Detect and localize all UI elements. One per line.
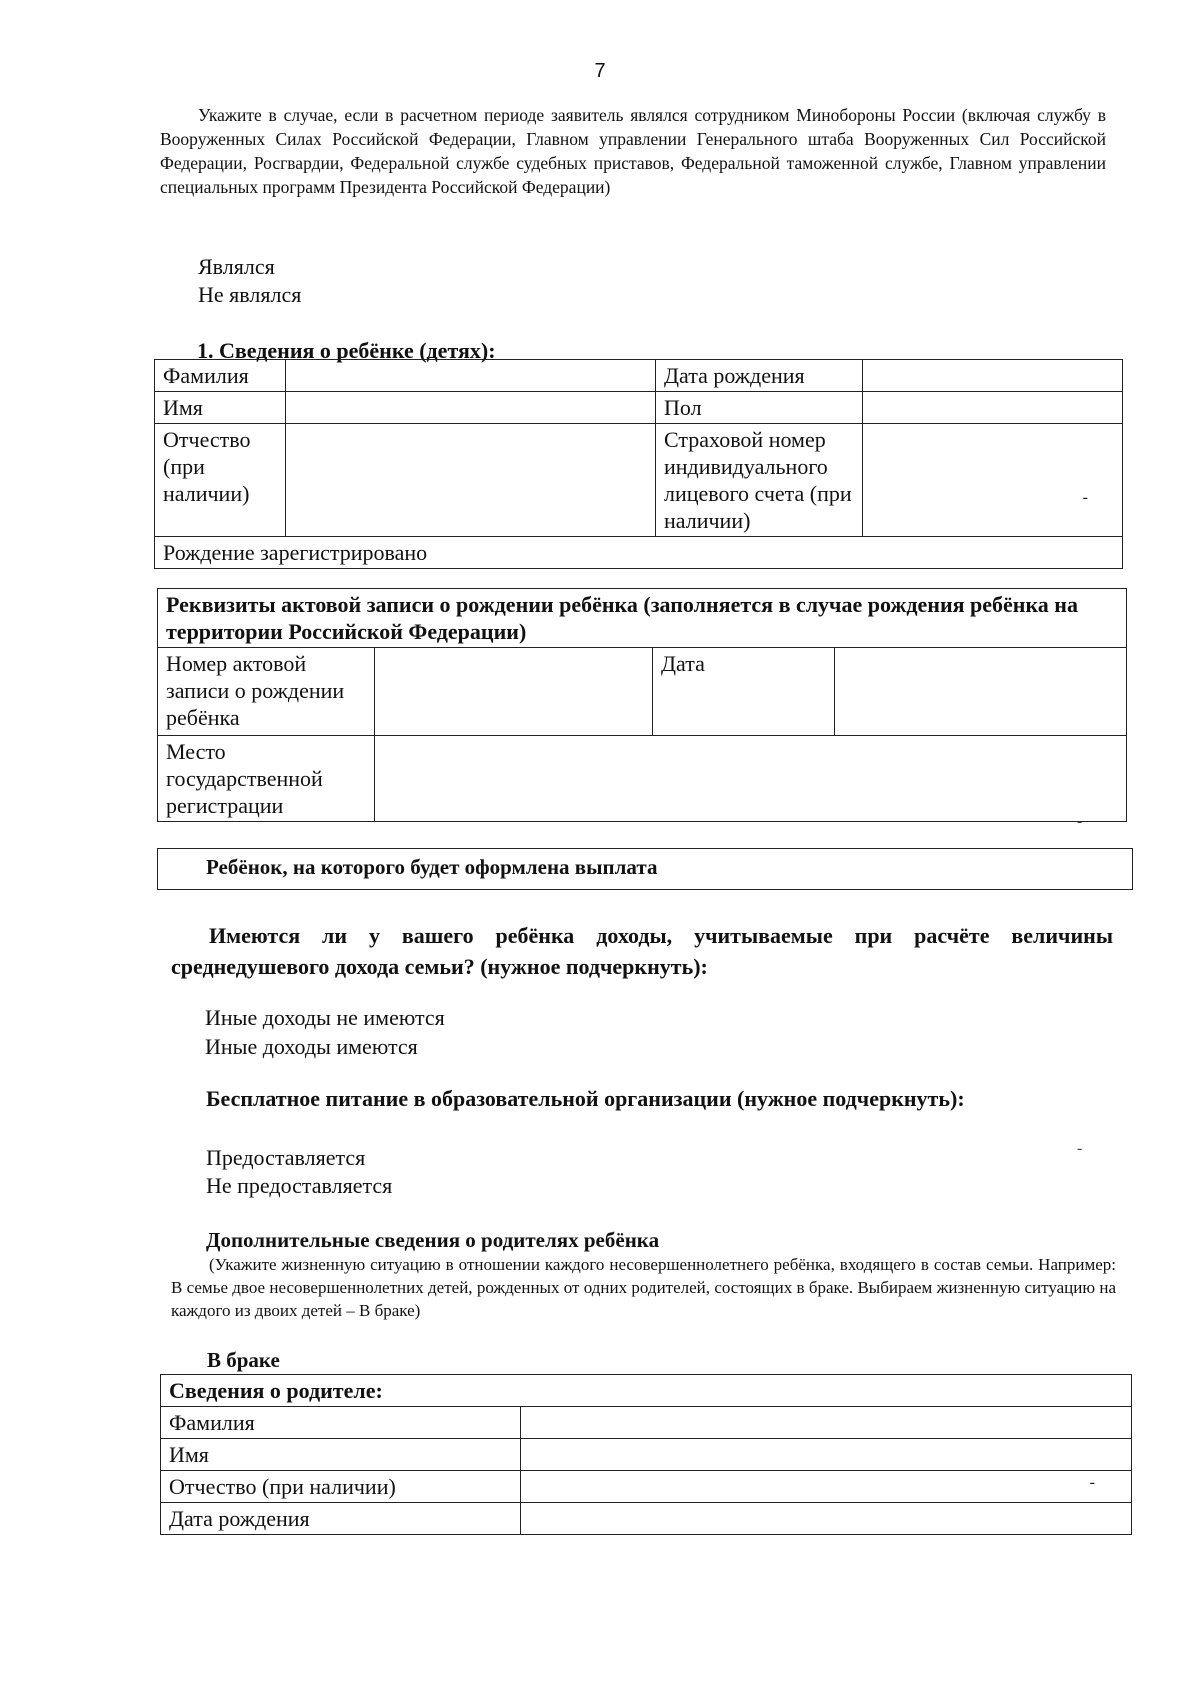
- dash-mark: -: [1077, 1140, 1083, 1157]
- birth-record-header: Реквизиты актовой записи о рождении ребёнка (заполняется в случае рождения ребёнка на территории Российской Федерации): [158, 589, 1127, 648]
- patronymic-field[interactable]: [286, 424, 656, 537]
- child-section-title: 1. Сведения о ребёнке (детях):: [197, 338, 496, 363]
- birth-registered-row[interactable]: Рождение зарегистрировано: [155, 537, 1123, 569]
- parents-section-title: Дополнительные сведения о родителях ребёнка: [206, 1228, 660, 1252]
- sex-field[interactable]: [863, 392, 1123, 424]
- page-number: 7: [594, 60, 606, 82]
- snils-label: Страховой номер индивидуального лицевого счета (при наличии): [656, 424, 863, 537]
- military-service-instruction: Укажите в случае, если в расчетном периоде заявитель являлся сотрудником Минобороны России (включая службу в Вооруженных Силах Российской Федерации, Главном управлении Генерального штаба Вооруженных Сил Российской Федерации, Росгвардии, Федеральной службе судебных приставов, Федеральной таможенной службе, Главном управлении специальных программ Президента Российской Федерации): [160, 105, 1106, 197]
- parents-section-note: (Укажите жизненную ситуацию в отношении каждого несовершеннолетнего ребёнка, входящего в состав семьи. Например: В семье двое несовершеннолетних детей, рожденных от одних родителей, состоящих в браке. Выбираем жизненную ситуацию на каждого из двоих детей – В браке): [171, 1255, 1116, 1320]
- option-was-not-employee[interactable]: Не являлся: [198, 282, 302, 307]
- parent-surname-label: Фамилия: [161, 1407, 521, 1439]
- birth-date-field[interactable]: [863, 360, 1123, 392]
- parent-info-table: [160, 1374, 1132, 1535]
- snils-field[interactable]: [863, 424, 1123, 537]
- dash-mark: -: [1077, 813, 1083, 830]
- registration-place-field[interactable]: [375, 736, 1127, 822]
- dash-mark: -: [1089, 1474, 1095, 1491]
- parent-name-label: Имя: [161, 1439, 521, 1471]
- option-was-employee[interactable]: Являлся: [198, 254, 275, 279]
- parent-surname-field[interactable]: [521, 1407, 1132, 1439]
- record-date-field[interactable]: [835, 648, 1127, 736]
- patronymic-label: Отчество (при наличии): [155, 424, 286, 537]
- parent-table-header: Сведения о родителе:: [161, 1375, 1132, 1407]
- sex-label: Пол: [656, 392, 863, 424]
- surname-field[interactable]: [286, 360, 656, 392]
- free-meals-question: Бесплатное питание в образовательной организации (нужное подчеркнуть):: [206, 1086, 965, 1111]
- record-date-label: Дата: [653, 648, 835, 736]
- parent-birth-date-field[interactable]: [521, 1503, 1132, 1535]
- payment-child-label: Ребёнок, на которого будет оформлена выплата: [158, 849, 1133, 890]
- option-meals-not-provided[interactable]: Не предоставляется: [206, 1173, 393, 1198]
- birth-date-label: Дата рождения: [656, 360, 863, 392]
- dash-mark: -: [1082, 489, 1088, 506]
- birth-record-table: [157, 588, 1127, 822]
- parent-patronymic-label: Отчество (при наличии): [161, 1471, 521, 1503]
- marital-status: В браке: [207, 1348, 280, 1372]
- parent-patronymic-field[interactable]: [521, 1471, 1132, 1503]
- parent-name-field[interactable]: [521, 1439, 1132, 1471]
- parent-birth-date-label: Дата рождения: [161, 1503, 521, 1535]
- payment-child-box: [157, 848, 1133, 890]
- option-no-income[interactable]: Иные доходы не имеются: [205, 1005, 445, 1030]
- name-field[interactable]: [286, 392, 656, 424]
- option-meals-provided[interactable]: Предоставляется: [206, 1145, 366, 1170]
- record-number-label: Номер актовой записи о рождении ребёнка: [158, 648, 375, 736]
- registration-place-label: Место государственной регистрации: [158, 736, 375, 822]
- surname-label: Фамилия: [155, 360, 286, 392]
- child-info-table: [154, 359, 1123, 569]
- name-label: Имя: [155, 392, 286, 424]
- option-has-income[interactable]: Иные доходы имеются: [205, 1034, 418, 1059]
- income-question: Имеются ли у вашего ребёнка доходы, учитываемые при расчёте величины среднедушевого дохода семьи? (нужное подчеркнуть):: [171, 923, 1113, 979]
- record-number-field[interactable]: [375, 648, 653, 736]
